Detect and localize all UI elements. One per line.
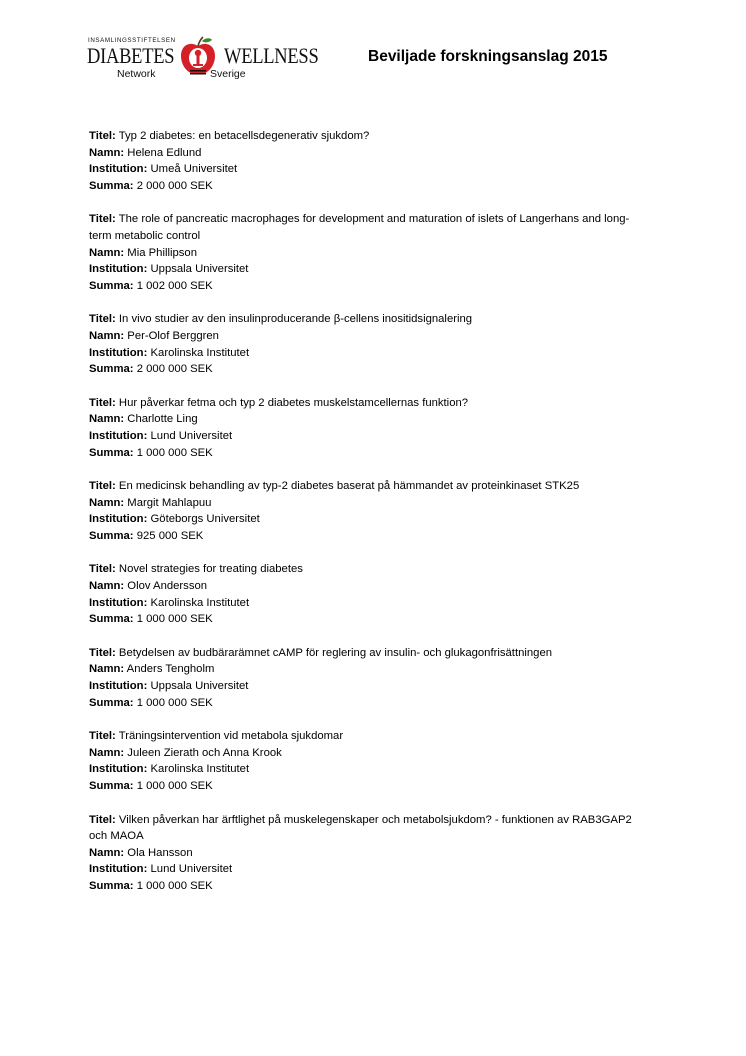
grant-name-line	[89, 661, 649, 678]
grant-title: Novel strategies for treating diabetes	[118, 563, 303, 576]
title-label: Titel:	[89, 313, 116, 326]
title-label: Titel:	[89, 396, 116, 409]
institution-label: Institution:	[89, 863, 148, 876]
grant-amount: 2 000 000 SEK	[136, 179, 213, 192]
logo-top-text: INSAMLINGSSTIFTELSEN	[88, 37, 176, 44]
grant-entry	[89, 728, 649, 794]
grant-entry	[89, 395, 649, 461]
name-label: Namn:	[89, 496, 125, 509]
grant-name: Helena Edlund	[127, 146, 202, 159]
grant-institution-line	[89, 161, 649, 178]
grant-institution: Lund Universitet	[150, 863, 233, 876]
grant-amount: 1 000 000 SEK	[136, 446, 213, 459]
grant-institution: Göteborgs Universitet	[150, 513, 260, 526]
institution-label: Institution:	[89, 763, 148, 776]
grant-name: Charlotte Ling	[127, 413, 198, 426]
title-label: Titel:	[89, 646, 116, 659]
title-label: Titel:	[89, 213, 116, 226]
title-label: Titel:	[89, 813, 116, 826]
amount-label: Summa:	[89, 179, 134, 192]
amount-label: Summa:	[89, 696, 134, 709]
title-label: Titel:	[89, 563, 116, 576]
grant-title-line	[89, 812, 649, 845]
institution-label: Institution:	[89, 680, 148, 693]
grant-amount-line	[89, 695, 649, 712]
name-label: Namn:	[89, 846, 125, 859]
grant-entry	[89, 812, 649, 895]
name-label: Namn:	[89, 246, 125, 259]
amount-label: Summa:	[89, 879, 134, 892]
amount-label: Summa:	[89, 363, 134, 376]
grant-name-line	[89, 745, 649, 762]
grant-amount: 1 000 000 SEK	[136, 879, 213, 892]
institution-label: Institution:	[89, 596, 148, 609]
name-label: Namn:	[89, 146, 125, 159]
grant-name: Anders Tengholm	[126, 663, 215, 676]
grant-title-line	[89, 478, 649, 495]
grant-list	[89, 128, 649, 912]
name-label: Namn:	[89, 663, 125, 676]
grant-amount: 1 000 000 SEK	[136, 696, 213, 709]
amount-label: Summa:	[89, 613, 134, 626]
grant-institution: Karolinska Institutet	[150, 763, 250, 776]
amount-label: Summa:	[89, 279, 134, 292]
grant-amount-line	[89, 611, 649, 628]
grant-amount-line	[89, 278, 649, 295]
grant-title-line	[89, 645, 649, 662]
grant-title-line	[89, 728, 649, 745]
grant-title: En medicinsk behandling av typ-2 diabetes baserat på hämmandet av proteinkinaset STK25	[118, 480, 580, 493]
grant-institution-line	[89, 861, 649, 878]
grant-name-line	[89, 145, 649, 162]
institution-label: Institution:	[89, 263, 148, 276]
grant-amount: 1 000 000 SEK	[136, 613, 213, 626]
grant-amount: 1 002 000 SEK	[136, 279, 213, 292]
grant-name: Margit Mahlapuu	[127, 496, 212, 509]
grant-institution-line	[89, 345, 649, 362]
grant-institution: Karolinska Institutet	[150, 346, 250, 359]
grant-amount-line	[89, 445, 649, 462]
organization-logo	[86, 34, 319, 84]
page-title: Beviljade forskningsanslag 2015	[368, 48, 608, 65]
grant-amount: 925 000 SEK	[136, 529, 204, 542]
grant-amount-line	[89, 528, 649, 545]
grant-title: Betydelsen av budbärarämnet cAMP för reglering av insulin- och glukagonfrisättningen	[118, 646, 553, 659]
grant-title: Träningsintervention vid metabola sjukdomar	[118, 730, 344, 743]
grant-institution-line	[89, 261, 649, 278]
grant-name: Mia Phillipson	[127, 246, 197, 259]
grant-title-line	[89, 561, 649, 578]
grant-institution: Uppsala Universitet	[150, 680, 249, 693]
amount-label: Summa:	[89, 780, 134, 792]
institution-label: Institution:	[89, 513, 148, 526]
grant-institution: Umeå Universitet	[150, 163, 238, 176]
grant-title-line	[89, 128, 649, 145]
name-label: Namn:	[89, 329, 125, 342]
title-label: Titel:	[89, 730, 116, 743]
grant-name-line	[89, 578, 649, 595]
institution-label: Institution:	[89, 346, 148, 359]
grant-title: Vilken påverkan har ärftlighet på muskelegenskaper och metabolsjukdom? - funktionen av RAB3GAP2 och MAOA	[89, 813, 632, 843]
grant-name-line	[89, 328, 649, 345]
grant-title-line	[89, 311, 649, 328]
grant-entry	[89, 211, 649, 294]
logo-word-left: DIABETES	[87, 43, 175, 68]
grant-name: Olov Andersson	[127, 580, 208, 593]
grant-title-line	[89, 211, 649, 244]
grant-name-line	[89, 411, 649, 428]
name-label: Namn:	[89, 413, 125, 426]
grant-institution-line	[89, 678, 649, 695]
title-label: Titel:	[89, 130, 116, 142]
grant-institution-line	[89, 428, 649, 445]
grant-institution: Lund Universitet	[150, 429, 233, 442]
name-label: Namn:	[89, 746, 125, 759]
grant-name-line	[89, 245, 649, 262]
amount-label: Summa:	[89, 529, 134, 542]
grant-entry	[89, 645, 649, 711]
grant-title-line	[89, 395, 649, 412]
grant-entry	[89, 311, 649, 377]
grant-institution-line	[89, 595, 649, 612]
logo-word-right: WELLNESS	[224, 43, 319, 68]
title-label: Titel:	[89, 480, 116, 493]
grant-institution-line	[89, 511, 649, 528]
grant-institution: Karolinska Institutet	[150, 596, 250, 609]
grant-name: Juleen Zierath och Anna Krook	[127, 746, 282, 759]
grant-name: Per-Olof Berggren	[127, 329, 219, 342]
logo-sub-right: Sverige	[210, 68, 246, 80]
grant-title: Hur påverkar fetma och typ 2 diabetes muskelstamcellernas funktion?	[118, 396, 469, 409]
grant-title: The role of pancreatic macrophages for development and maturation of islets of Langerhans and long-term metabolic control	[89, 213, 630, 242]
institution-label: Institution:	[89, 163, 148, 176]
grant-name-line	[89, 845, 649, 862]
grant-name: Ola Hansson	[127, 846, 193, 859]
grant-institution-line	[89, 761, 649, 778]
logo-sub-left: Network	[117, 68, 156, 80]
grant-entry	[89, 128, 649, 194]
grant-institution: Uppsala Universitet	[150, 263, 249, 276]
grant-amount: 1 000 000 SEK	[136, 780, 213, 792]
grant-entry	[89, 478, 649, 544]
institution-label: Institution:	[89, 429, 148, 442]
grant-entry	[89, 561, 649, 627]
grant-title: In vivo studier av den insulinproducerande β-cellens inositidsignalering	[118, 313, 473, 326]
grant-title: Typ 2 diabetes: en betacellsdegenerativ sjukdom?	[118, 130, 370, 142]
grant-amount-line	[89, 361, 649, 378]
grant-amount: 2 000 000 SEK	[136, 363, 213, 376]
amount-label: Summa:	[89, 446, 134, 459]
grant-amount-line	[89, 178, 649, 195]
grant-name-line	[89, 495, 649, 512]
grant-amount-line	[89, 878, 649, 895]
grant-amount-line	[89, 778, 649, 795]
name-label: Namn:	[89, 580, 125, 593]
